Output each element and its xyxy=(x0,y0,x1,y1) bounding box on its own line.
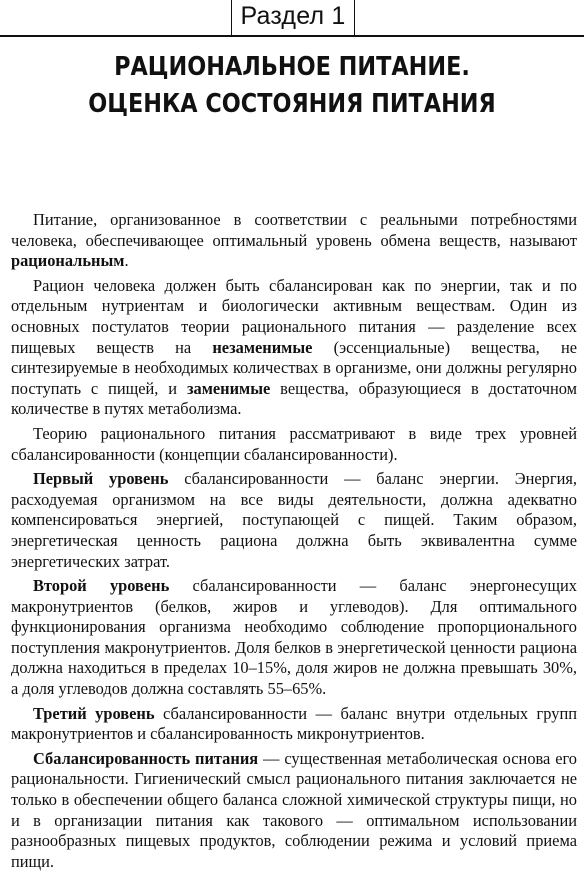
body-text xyxy=(11,210,577,876)
paragraph-4 xyxy=(11,469,577,572)
chapter-title-line-1: РАЦИОНАЛЬНОЕ ПИТАНИЕ. xyxy=(114,52,470,82)
bold-term: Третий уровень xyxy=(33,703,155,723)
chapter-title-line-2: ОЦЕНКА СОСТОЯНИЯ ПИТАНИЯ xyxy=(88,89,496,119)
paragraph-3 xyxy=(11,424,577,465)
paragraph-1 xyxy=(11,210,577,272)
paragraph-text: (эссенциальные) вещества, не синтезируемые в необходимых количествах в организме, они должны регулярно поступать с пищей, и xyxy=(11,337,577,398)
bold-term: Сбалансированность питания xyxy=(33,748,259,768)
paragraph-text: . xyxy=(124,251,129,271)
paragraph-text: Теорию рационального питания рассматривают в виде трех уровней сбалансированности (концепции сбалансированности). xyxy=(11,423,577,464)
paragraph-text: Рацион человека должен быть сбалансирован как по энергии, так и по отдельным нутриентам и биологически активным веществам. Один из основных постулатов теории рационального питания — разделение всех пищевых веществ на xyxy=(11,275,577,357)
paragraph-text: Питание, организованное в соответствии с реальными потребностями человека, обеспечивающее оптимальный уровень обмена веществ, называют xyxy=(11,210,577,250)
section-header xyxy=(0,0,584,42)
paragraph-2 xyxy=(11,276,577,420)
paragraph-7 xyxy=(11,749,577,873)
chapter-title xyxy=(41,49,543,123)
bold-term: рациональным xyxy=(11,251,125,271)
paragraph-5 xyxy=(11,576,577,700)
paragraph-text: сбалансированности — баланс энергии. Энергия, расходуемая организмом на все виды деятельности, должна адекватно компенсироваться энергией, поступающей с пищей. Таким образом, энергетическая ценность рациона должна быть эквивалентна сумме энергетических затрат. xyxy=(11,469,577,571)
paragraph-text: вещества, образующиеся в достаточном количестве в путях метаболизма. xyxy=(11,378,577,419)
section-label: Раздел 1 xyxy=(240,2,346,30)
paragraph-text: сбалансированности — баланс внутри отдельных групп макронутриентов и сбалансированность микронутриентов. xyxy=(11,703,577,744)
paragraph-text: сбалансированности — баланс энергонесущих макронутриентов (белков, жиров и углеводов). Для оптимального функционирования организма необходимо соблюдение пропорционального поступления макронутриентов. Доля белков в энергетической ценности рациона должна находиться в пределах 10–15%, доля жиров не должна превышать 30%, а доля углеводов должна составлять 55–65%. xyxy=(11,576,577,699)
bold-term: Второй уровень xyxy=(33,576,170,596)
paragraph-text: — существенная метаболическая основа его рациональности. Гигиенический смысл рационального питания заключается не только в обеспечении общего баланса сложной химической структуры пищи, но и в организации питания как такового — оптимальном использовании разнообразных пищевых продуктов, соблюдении режима и условий приема пищи. xyxy=(11,748,577,871)
bold-term: заменимые xyxy=(186,378,271,398)
bold-term: незаменимые xyxy=(212,337,313,357)
bold-term: Первый уровень xyxy=(33,469,169,489)
paragraph-6 xyxy=(11,704,577,745)
